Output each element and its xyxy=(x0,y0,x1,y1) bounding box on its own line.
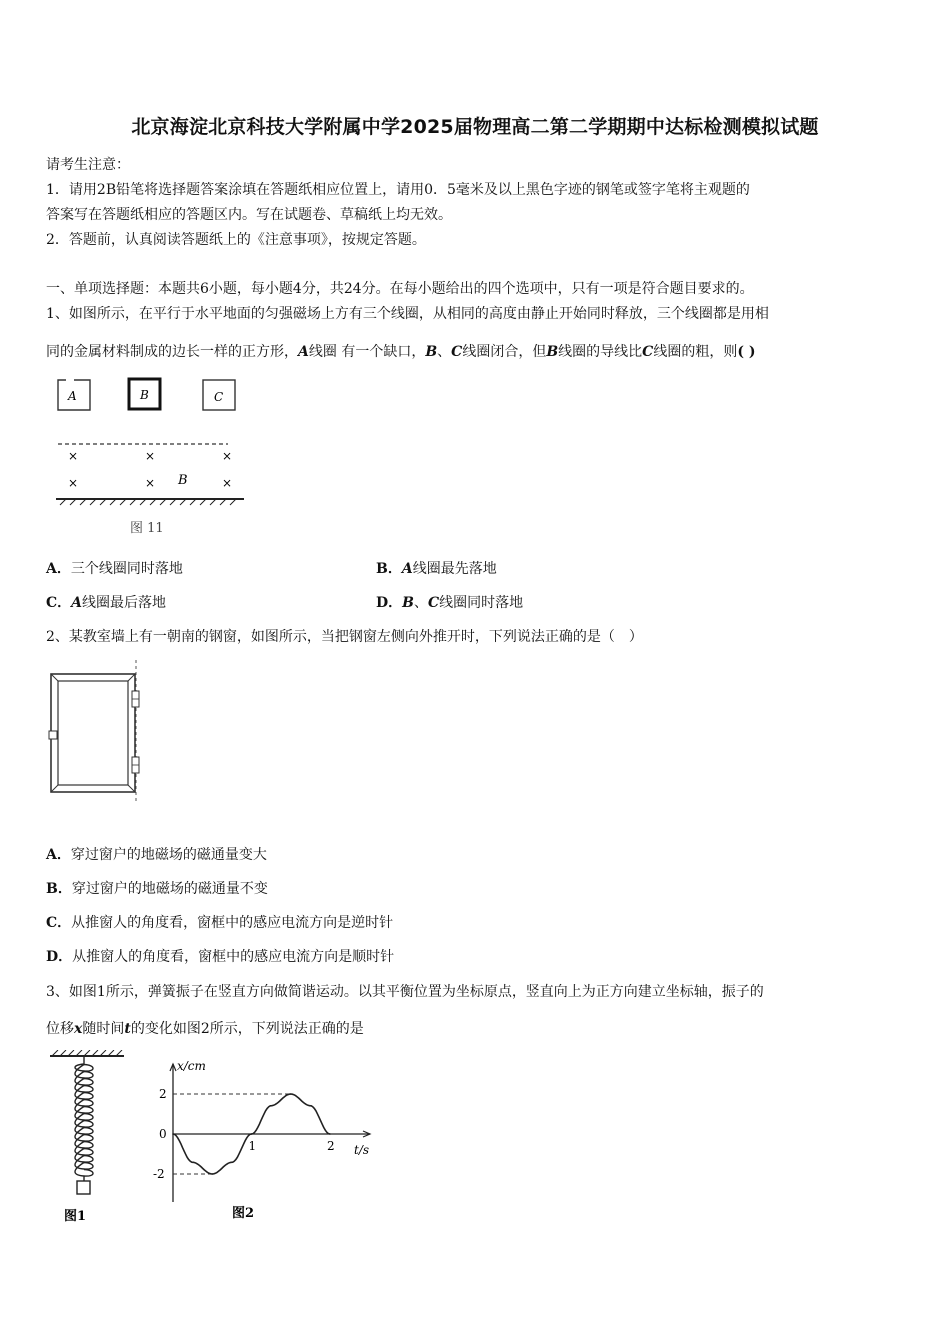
q1-text: 线圈 有一个缺口， xyxy=(308,344,426,360)
field-cross: × xyxy=(145,476,156,490)
q1-text: 、 xyxy=(437,344,452,360)
q1-var: B xyxy=(425,344,438,360)
section-heading: 一、单项选择题：本题共6小题，每小题4分，共24分。在每小题给出的四个选项中，只有一项是符合题目要求的。 xyxy=(46,281,754,297)
q1-option-a[interactable] xyxy=(46,558,183,578)
field-label: B xyxy=(178,473,188,488)
field-cross: × xyxy=(145,449,156,463)
figure-caption: 图 11 xyxy=(130,521,164,536)
coil-a xyxy=(58,380,90,410)
data-point xyxy=(310,1105,312,1107)
q3-xt-chart xyxy=(140,1052,390,1224)
y-tick-label: -2 xyxy=(153,1167,165,1181)
data-point xyxy=(211,1173,213,1175)
hinge-icon xyxy=(132,757,139,773)
option-key: A． xyxy=(46,847,71,863)
q1-stem-line-2 xyxy=(46,341,755,361)
data-point xyxy=(270,1105,272,1107)
option-key: A． xyxy=(46,561,71,577)
q2-stem: 2、某教室墙上有一朝南的钢窗，如图所示，当把钢窗左侧向外推开时，下列说法正确的是（ ） xyxy=(46,629,643,645)
q3-stem-line-2 xyxy=(46,1018,364,1038)
data-point xyxy=(231,1161,233,1163)
q1-option-d[interactable] xyxy=(376,592,523,612)
coil-a-label: A xyxy=(68,389,77,403)
option-text: 线圈最后落地 xyxy=(82,595,167,611)
q3-var: t xyxy=(124,1021,131,1037)
q2-option-a[interactable] xyxy=(46,844,267,864)
option-key: B． xyxy=(46,881,72,897)
data-point xyxy=(329,1133,331,1135)
option-var: B xyxy=(402,595,414,611)
oscillator-block xyxy=(77,1181,90,1194)
q1-stem-line-1: 1、如图所示，在平行于水平地面的匀强磁场上方有三个线圈，从相同的高度由静止开始同时释放，三个线圈都是用相 xyxy=(46,306,769,322)
q1-option-c[interactable] xyxy=(46,592,166,612)
option-key: C． xyxy=(46,595,72,611)
page-title: 北京海淀北京科技大学附属中学2025届物理高二第二学期期中达标检测模拟试题 xyxy=(131,116,819,138)
notice-heading: 请考生注意： xyxy=(46,157,130,173)
option-key: C． xyxy=(46,915,72,931)
x-tick-label: 1 xyxy=(248,1139,257,1153)
q3-spring-figure xyxy=(48,1050,128,1225)
figure-2-caption: 图2 xyxy=(232,1206,255,1221)
window-frame-outer xyxy=(51,674,135,792)
y-axis-label: x/cm xyxy=(177,1059,206,1073)
coil-b xyxy=(129,379,160,409)
q1-figure xyxy=(48,372,248,542)
notice-line-1: 1．请用2B铅笔将选择题答案涂填在答题纸相应位置上，请用0．5毫米及以上黑色字迹的钢笔或签字笔将主观题的 xyxy=(46,182,750,198)
q1-answer-blank: ( ) xyxy=(737,344,756,360)
option-text: 线圈最先落地 xyxy=(412,561,497,577)
window-handle-icon xyxy=(49,731,57,739)
option-key: D． xyxy=(376,595,403,611)
data-point xyxy=(192,1161,194,1163)
option-text: 穿过窗户的地磁场的磁通量变大 xyxy=(70,847,267,863)
q1-var: A xyxy=(298,344,309,360)
option-text: 三个线圈同时落地 xyxy=(70,561,183,577)
q1-text: 线圈闭合，但 xyxy=(462,344,547,360)
q3-stem-line-1: 3、如图1所示，弹簧振子在竖直方向做简谐运动。以其平衡位置为坐标原点，竖直向上为正方向建立坐标轴，振子的 xyxy=(46,984,764,1000)
option-key: B． xyxy=(376,561,402,577)
q3-text: 随时间 xyxy=(82,1021,125,1037)
x-tick-label: 2 xyxy=(327,1139,335,1153)
coil-b-label: B xyxy=(140,388,149,402)
q2-option-d[interactable] xyxy=(46,946,394,966)
data-point xyxy=(290,1093,292,1095)
q1-text: 同的金属材料制成的边长一样的正方形， xyxy=(46,344,298,360)
q1-text: 线圈的粗，则 xyxy=(653,344,738,360)
q2-option-b[interactable] xyxy=(46,878,268,898)
option-var: C xyxy=(427,595,440,611)
q1-var: B xyxy=(546,344,559,360)
option-text: 线圈同时落地 xyxy=(439,595,524,611)
q1-var: C xyxy=(642,344,654,360)
notice-line-3: 2．答题前，认真阅读答题纸上的《注意事项》，按规定答题。 xyxy=(46,232,426,248)
option-text: 从推窗人的角度看，窗框中的感应电流方向是逆时针 xyxy=(71,915,394,931)
option-text: 、 xyxy=(413,595,428,611)
hinge-icon xyxy=(132,691,139,707)
q1-text: 线圈的导线比 xyxy=(558,344,643,360)
window-frame-inner xyxy=(58,681,128,785)
q3-text: 位移 xyxy=(46,1021,74,1037)
data-point xyxy=(251,1133,253,1135)
q2-option-c[interactable] xyxy=(46,912,393,932)
q2-window-figure xyxy=(46,658,156,808)
notice-line-2: 答案写在答题纸相应的答题区内。写在试题卷、草稿纸上均无效。 xyxy=(46,207,452,223)
q3-text: 的变化如图2所示，下列说法正确的是 xyxy=(130,1021,364,1037)
q1-option-b[interactable] xyxy=(376,558,497,578)
q3-var: x xyxy=(74,1021,83,1037)
data-point xyxy=(172,1133,174,1135)
coil-c-label: C xyxy=(214,390,224,404)
field-cross: × xyxy=(68,476,79,490)
option-key: D． xyxy=(46,949,73,965)
y-tick-label: 0 xyxy=(159,1127,167,1141)
figure-1-caption: 图1 xyxy=(64,1209,87,1224)
coil-c xyxy=(203,380,235,410)
field-cross: × xyxy=(68,449,79,463)
option-var: A xyxy=(71,595,83,611)
x-axis-label: t/s xyxy=(354,1143,370,1157)
option-text: 穿过窗户的地磁场的磁通量不变 xyxy=(71,881,268,897)
field-cross: × xyxy=(222,476,233,490)
option-var: A xyxy=(401,561,413,577)
y-tick-label: 2 xyxy=(159,1087,167,1101)
field-cross: × xyxy=(222,449,233,463)
spring xyxy=(75,1056,93,1181)
option-text: 从推窗人的角度看，窗框中的感应电流方向是顺时针 xyxy=(72,949,395,965)
q1-var: C xyxy=(451,344,463,360)
